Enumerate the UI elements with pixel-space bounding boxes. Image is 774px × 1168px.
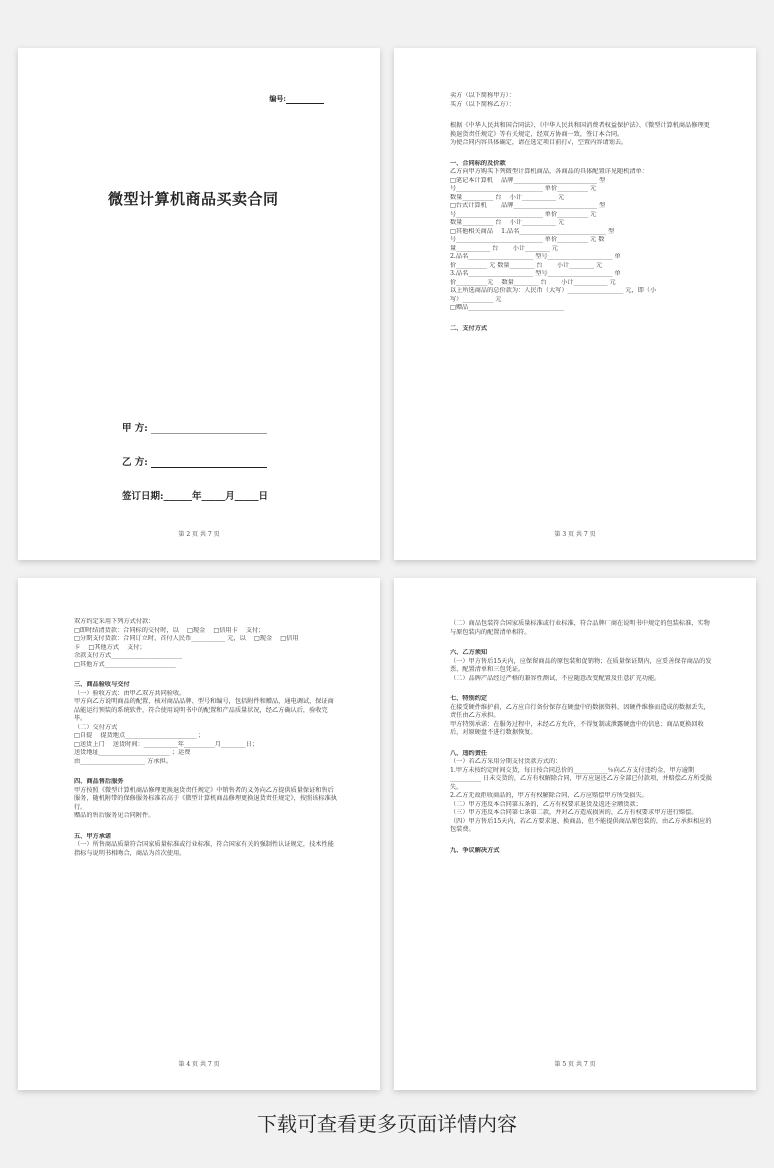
party-b-field [122,454,267,468]
contract-page-4 [18,578,380,1090]
contract-page-3 [394,48,756,560]
text-line: 余款支付方式_______________________ [74,652,183,659]
text-line: □其他相关商品 1.品名____________________________ 型 [450,227,615,235]
contract-number-label: 编号: [269,94,286,103]
spacer [450,738,714,746]
party-a-field [122,420,267,434]
section-heading: 二、支付方式 [450,324,488,332]
section-heading: 八、违约责任 [450,749,488,757]
text-line: 送货地址_______________________ ；运费 [74,749,191,756]
party-a-label: 甲 方: [122,423,148,434]
page-3-body [450,92,714,333]
text-line: 甲方特别承诺：在服务过程中，未经乙方允许，不得复制或泄露硬盘中的信息；商品更换回收后，对原硬盘不进行数据恢复。 [450,720,704,736]
spacer [74,766,338,774]
spacer [450,835,714,843]
spacer [450,148,714,156]
text-line: 甲方向乙方说明商品的配置，核对商品品牌、型号和编号，包括附件和赠品，通电调试，保证商品能运行预装的系统软件，符合使用说明书中的配置和产品质量状况，经乙方确认后，验收完毕。 [74,698,334,722]
text-line: 号____________________________ 单价__________ 元 [450,210,597,218]
party-a-blank [151,424,267,434]
section-heading: 一、合同标的及价款 [450,159,506,167]
text-line: 价__________元 数量________ 台 小计___________ 元 [450,278,616,286]
page-4-body [74,618,338,858]
text-line: （二）商品包装符合国家质量标准或行业标准，符合品牌厂商在说明书中规定的包装标准，实物与原包装内的配置清单相符。 [450,620,710,636]
text-line: 卡 □其他方式 支付； [74,643,146,651]
download-caption: 下载可查看更多页面详情内容 [257,1112,517,1136]
contract-number-blank [286,96,324,104]
text-line: 1.甲方未按约定时间交货，每日按合同总价的___________％向乙方支付违约金，甲方逾期__________ 日未交货的，乙方有权解除合同，甲方应退还乙方全部已付款项，并赔偿乙方所受损失。 [450,766,712,791]
text-line: □送货上门 送货时间：___________年__________月________日； [74,740,259,748]
text-line: 为使合同内容具体确定，请在选定项目前打√，空置内容请划去。 [450,139,628,146]
text-line: □自提 提货地点_______________________ ； [74,732,205,739]
text-line: 价__________ 元 数量________ 台 小计________ 元 [450,261,603,269]
text-line: □笔记本计算机 品牌___________________________ 型 [450,176,606,184]
section-heading: 四、商品售后服务 [74,778,124,785]
page-footer: 第 4 页 共 7 页 [178,1061,220,1068]
text-line: □台式计算机 品牌___________________________ 型 [450,202,606,209]
text-line: 赠品的售后服务见合同附件。 [74,812,155,819]
text-line: 数量__________ 台 小计___________ 元 [450,219,565,226]
text-line: 以上所选商品的总价款为：人民币（大写）__________________ 元，即（小 [450,287,657,294]
spacer [450,637,714,645]
section-heading: 五、甲方承诺 [74,832,112,840]
text-line: 双方约定采用下列方式付款： [74,618,155,625]
text-line: 2.乙方无故拒收商品的，甲方有权解除合同，乙方应赔偿甲方所受损失。 [450,792,648,799]
text-line: 数量__________ 台 小计___________ 元 [450,193,565,201]
text-line: （二）品牌产品经过严格的兼容性测试，不应随意改变配置及任意扩充功能。 [450,674,661,682]
text-line: （一）验收方式：由甲乙双方共同验收。 [74,689,186,697]
text-line: 由_____________________ 方承担。 [74,757,172,765]
contract-number-field [269,94,324,104]
spacer [450,109,714,122]
section-heading: 六、乙方须知 [450,649,488,656]
text-line: 卖方（以下简称甲方）： [450,92,515,99]
text-line: 量___________ 台 小计________ 元 [450,244,558,252]
text-line: □赠品_______________________________ [450,304,565,311]
text-line: （四）甲方售后15天内，若乙方要求退、换商品，但不能提供商品原包装的，由乙方承担相应的包装费。 [450,817,712,833]
text-line: （一）所售商品质量符合国家质量标准或行业标准，符合国家有关的强制性认证规定，技术性能指标与说明书相吻合，商品为首次使用。 [74,841,334,857]
page-footer: 第 2 页 共 7 页 [178,531,220,538]
section-heading: 三、商品验收与交付 [74,681,130,688]
text-line: 3.品名_____________________ 型号_____________________ 单 [450,270,621,277]
page-footer: 第 3 页 共 7 页 [554,531,596,538]
text-line: （三）甲方违反本合同第七条第二款，并对乙方造成损害的，乙方有权要求甲方进行赔偿。 [450,809,698,816]
text-line: 写）__________ 元 [450,295,502,303]
text-line: 根据《中华人民共和国合同法》、《中华人民共和国消费者权益保护法》、《微型计算机商品修理更换退货责任规定》等有关规定，经双方协商一致，签订本合同。 [450,122,710,138]
page-5-body [450,620,714,855]
contract-title: 微型计算机商品买卖合同 [108,190,279,208]
text-line: 2.品名_____________________ 型号_____________________ 单 [450,253,621,260]
page-footer: 第 5 页 共 7 页 [554,1061,596,1068]
sign-date: 签订日期:______年_____月_____日 [122,491,269,502]
text-line: （二）甲方违反本合同第五条的，乙方有权要求退货及返还全额货款； [450,800,642,808]
text-line: □即时结清货款：合同标的交付时，以 □现金 □信用卡 支付； [74,626,265,634]
text-line: 买方（以下简称乙方）： [450,100,515,108]
party-b-blank [151,458,267,468]
text-line: □分期支付货款：合同订立时，首付人民币___________ 元，以 □现金 □信用 [74,635,299,642]
contract-page-5 [394,578,756,1090]
spacer [450,313,714,321]
text-line: （一）甲方售后15天内，应保留商品的原包装和促销物；在质量保证期内，应妥善保存商品的发票、配置清单和三包凭证。 [450,657,712,673]
text-line: （一）若乙方采用分期支付货款方式的： [450,758,562,765]
text-line: （二）交付方式 [74,723,118,731]
text-line: 号____________________________ 单价__________ 元 数 [450,236,605,243]
section-heading: 九、争议解决方式 [450,846,500,854]
text-line: 甲方按照《微型计算机商品修理更换退货责任规定》中销售者的义务向乙方提供质量保证和售后服务，随机附带的保修服务标准若高于《微型计算机商品修理更换退货责任规定》，按照该标准执行。 [74,786,337,811]
spacer [74,821,338,829]
section-heading: 七、特别约定 [450,695,488,702]
text-line: 在接受硬件维护前，乙方应自行备份保存在硬盘中的数据资料，因硬件维修而造成的数据丢失，责任由乙方承担。 [450,703,710,719]
contract-cover-page [18,48,380,560]
text-line: 号____________________________ 单价__________ 元 [450,185,597,192]
text-line: 乙方向甲方购买下列微型计算机商品，各商品的具体配置详见随机清单： [450,168,648,175]
spacer [74,669,338,677]
spacer [450,683,714,691]
party-b-label: 乙 方: [122,457,148,468]
text-line: □其他方式_______________________ [74,660,176,668]
